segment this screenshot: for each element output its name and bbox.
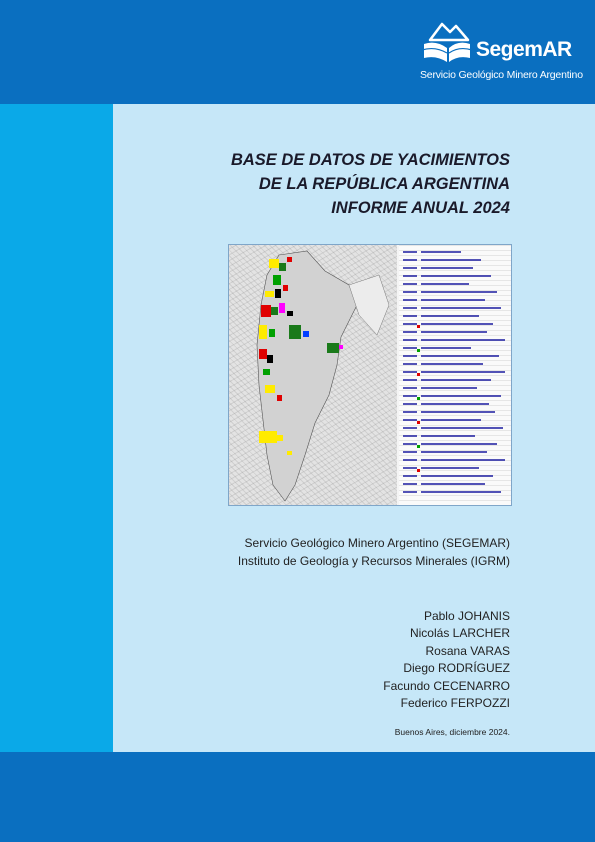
institutions-block — [238, 534, 510, 570]
report-title — [231, 148, 510, 220]
logo-subtitle: Servicio Geológico Minero Argentino — [420, 69, 583, 81]
argentina-deposits-map — [229, 245, 397, 505]
deposits-map-image — [228, 244, 512, 506]
place-date: Buenos Aires, diciembre 2024. — [394, 727, 510, 737]
book-mountain-icon — [420, 18, 476, 68]
title-line-3: INFORME ANUAL 2024 — [331, 199, 510, 217]
institution-igrm: Instituto de Geología y Recursos Minerales (IGRM) — [237, 554, 510, 568]
title-line-1: BASE DE DATOS DE YACIMIENTOS — [230, 151, 510, 169]
footer-band — [0, 752, 595, 842]
map-relief — [229, 245, 397, 505]
left-accent-strip — [0, 104, 113, 752]
author-name: Diego RODRÍGUEZ — [403, 661, 510, 676]
logo-wordmark: SegemAR — [476, 38, 572, 61]
author-name: Federico FERPOZZI — [400, 696, 510, 711]
segemar-logo — [418, 16, 583, 86]
institution-segemar: Servicio Geológico Minero Argentino (SEGEMAR) — [244, 536, 510, 550]
legend-color-swatches — [417, 325, 420, 472]
author-name: Pablo JOHANIS — [423, 609, 510, 623]
authors-block — [383, 608, 510, 712]
map-legend-list — [399, 245, 511, 505]
legend-entries — [399, 245, 511, 505]
title-line-2: DE LA REPÚBLICA ARGENTINA — [258, 175, 510, 193]
author-name: Rosana VARAS — [425, 643, 510, 658]
author-name: Facundo CECENARRO — [383, 678, 510, 693]
author-name: Nicolás LARCHER — [409, 626, 510, 641]
